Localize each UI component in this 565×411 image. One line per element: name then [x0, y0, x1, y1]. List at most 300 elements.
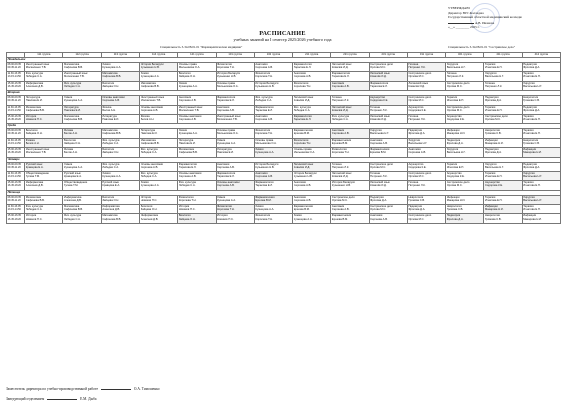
- schedule-cell: [139, 81, 177, 90]
- teacher-name: Москаленко Т.В.: [178, 108, 200, 112]
- subject-name: Сестринское дело: [370, 162, 394, 166]
- schedule-cell: [178, 171, 216, 180]
- subject-name: Хирургия: [523, 81, 535, 85]
- subject-name: Литература: [102, 114, 117, 118]
- teacher-name: Громова С.В.: [523, 141, 540, 145]
- schedule-cell: [101, 129, 139, 138]
- schedule-cell: [331, 195, 369, 204]
- schedule-cell: [446, 72, 484, 81]
- teacher-name: Сафонова В.В.: [25, 108, 45, 112]
- schedule-cell: [101, 162, 139, 171]
- table-row: [7, 214, 561, 223]
- subject-name: Физ. культура: [64, 214, 82, 218]
- schedule-cell: [63, 138, 101, 147]
- subject-name: Терапия: [523, 114, 534, 118]
- specialty-left: Специальность 3-34.08.01.01 "Фармацевтическая медицина": [160, 45, 243, 49]
- subject-name: Основы анатомии: [178, 114, 202, 118]
- teacher-name: Орлова М.С.: [408, 175, 425, 178]
- subject-name: Акушерство: [446, 114, 462, 118]
- schedule-cell: [63, 162, 101, 171]
- schedule-cell: [139, 105, 177, 114]
- schedule-cell: [63, 96, 101, 105]
- schedule-cell: [522, 81, 560, 90]
- teacher-name: Новиков П.С.: [140, 198, 158, 202]
- table-row: [7, 129, 561, 138]
- schedule-cell: [293, 214, 331, 223]
- day-label: Понедельник: [7, 58, 561, 63]
- teacher-name: Тарасова Е.Л.: [255, 108, 273, 112]
- subject-name: Хирургия: [523, 195, 535, 199]
- subject-name: Химия: [140, 72, 149, 76]
- schedule-cell: [446, 195, 484, 204]
- subject-name: Педиатрия: [523, 105, 537, 109]
- schedule-table: [6, 52, 561, 224]
- teacher-name: Сафонова В.В.: [178, 151, 198, 155]
- schedule-cell: [331, 105, 369, 114]
- schedule-cell: [293, 148, 331, 157]
- teacher-name: Васильева Н.Г.: [446, 151, 466, 155]
- group-header: 311 группа: [407, 53, 445, 58]
- subject-name: История: [217, 214, 228, 218]
- subject-name: Педиатрия: [408, 129, 422, 133]
- schedule-cell: [522, 205, 560, 214]
- teacher-name: Васильева Н.Г.: [408, 141, 428, 145]
- table-row: [7, 171, 561, 180]
- teacher-name: Сергеева А.В.: [102, 99, 120, 103]
- schedule-cell: [178, 63, 216, 72]
- teacher-name: Белов А.Н.: [140, 118, 155, 122]
- subject-name: Обществоведение: [64, 181, 88, 185]
- subject-name: Латинский язык: [293, 162, 314, 166]
- schedule-cell: [331, 205, 369, 214]
- subject-name: Терапия: [523, 181, 534, 185]
- teacher-name: Кравцова Е.А.: [64, 175, 82, 178]
- subject-name: Хирургия: [523, 171, 535, 175]
- teacher-name: Ковалёв И.Д.: [293, 165, 311, 169]
- schedule-cell: [369, 63, 407, 72]
- teacher-name: Королева Т.Н.: [255, 217, 273, 221]
- subject-name: История Беларуси: [331, 181, 355, 185]
- schedule-cell: [484, 138, 522, 147]
- schedule-cell: [178, 181, 216, 190]
- subject-name: Инфекции: [446, 195, 460, 199]
- schedule-cell: [216, 181, 254, 190]
- schedule-cell: [446, 205, 484, 214]
- teacher-name: Кузнецова А.А.: [102, 66, 122, 70]
- schedule-cell: [293, 96, 331, 105]
- teacher-name: Сидорова К.Е.: [484, 184, 503, 188]
- teacher-name: Орлова М.С.: [408, 217, 425, 221]
- subject-name: Анатомия: [331, 81, 345, 85]
- teacher-name: Гусева Т.М.: [64, 184, 79, 188]
- subject-name: История: [25, 214, 37, 218]
- teacher-name: Сергеева А.В.: [255, 118, 273, 122]
- subject-name: Биология: [64, 138, 76, 142]
- schedule-cell: [254, 171, 292, 180]
- schedule-cell: [407, 171, 445, 180]
- teacher-name: Зайцева О.Н.: [178, 75, 196, 79]
- schedule-cell: [25, 105, 63, 114]
- schedule-cell: [254, 81, 292, 90]
- schedule-cell: [407, 72, 445, 81]
- teacher-name: Сергеева А.В.: [140, 165, 159, 169]
- subject-name: Физ. культура: [102, 162, 120, 166]
- teacher-name: Орлова М.С.: [408, 99, 425, 103]
- schedule-cell: [484, 162, 522, 171]
- subject-name: Акушерство: [446, 171, 462, 175]
- schedule-cell: [254, 195, 292, 204]
- schedule-cell: [484, 129, 522, 138]
- teacher-name: Кузнецова А.А.: [178, 84, 198, 88]
- subject-name: Гигиена: [484, 81, 495, 85]
- schedule-cell: [178, 214, 216, 223]
- schedule-cell: [216, 63, 254, 72]
- subject-name: Физика: [64, 129, 74, 133]
- schedule-cell: [293, 171, 331, 180]
- teacher-name: Лебедев С.А.: [178, 184, 196, 188]
- teacher-name: Зайцева О.Н.: [64, 141, 81, 145]
- subject-name: Анатомия: [217, 105, 230, 109]
- teacher-name: Кузьменко Н.В.: [217, 75, 237, 79]
- subject-name: Физ. культура: [178, 181, 196, 185]
- subject-name: Химия: [178, 81, 187, 85]
- schedule-cell: [331, 162, 369, 171]
- subject-name: Терапия: [484, 63, 496, 66]
- teacher-name: Макарова Н.И.: [484, 208, 504, 212]
- subject-name: Химия: [140, 181, 149, 185]
- subject-name: Сестринское дело: [370, 63, 394, 66]
- schedule-cell: [407, 138, 445, 147]
- subject-name: Сестринское дело: [484, 114, 508, 118]
- subject-name: Сестринское дело: [408, 214, 432, 218]
- schedule-cell: [216, 138, 254, 147]
- schedule-cell: [178, 114, 216, 123]
- footer-deputy: [6, 386, 160, 391]
- schedule-cell: [484, 205, 522, 214]
- schedule-cell: [139, 162, 177, 171]
- schedule-cell: [369, 148, 407, 157]
- subject-name: Фармакология: [255, 105, 274, 109]
- schedule-cell: [254, 129, 292, 138]
- teacher-name: Петренко Л.К.: [370, 175, 388, 178]
- day-label: Вторник: [7, 91, 561, 96]
- subject-name: Биология: [102, 148, 115, 152]
- schedule-cell: [178, 205, 216, 214]
- teacher-name: Сергеева А.В.: [331, 132, 350, 136]
- schedule-cell: [484, 195, 522, 204]
- subject-name: Анатомия: [293, 195, 306, 199]
- teacher-name: Петренко Л.К.: [408, 118, 426, 122]
- subject-name: Основы анатомии: [178, 171, 202, 175]
- schedule-cell: [446, 129, 484, 138]
- time-slot: 15.00-16.35 16.45-18.20: [7, 81, 25, 90]
- subject-name: Физиология: [255, 214, 271, 218]
- teacher-name: Фролова Д.А.: [523, 66, 541, 70]
- schedule-cell: [331, 96, 369, 105]
- teacher-name: Васильева Н.Г.: [523, 84, 543, 88]
- schedule-grid: [6, 52, 561, 224]
- schedule-cell: [369, 214, 407, 223]
- group-header: 121 группа: [178, 53, 216, 58]
- subject-name: Анатомия: [331, 205, 345, 209]
- teacher-name: Тарасова Е.Л.: [255, 184, 273, 188]
- subject-name: Физика: [25, 138, 35, 142]
- schedule-cell: [63, 214, 101, 223]
- subject-name: Латинский язык: [370, 181, 390, 185]
- signature-line: [448, 20, 474, 24]
- group-header: 131 группа: [216, 53, 254, 58]
- teacher-name: Орлова М.С.: [446, 108, 463, 112]
- time-slot: 15.00-16.35 16.45-18.20: [7, 214, 25, 223]
- schedule-cell: [331, 129, 369, 138]
- teacher-name: Зайцева О.Н.: [102, 84, 120, 88]
- schedule-cell: [331, 138, 369, 147]
- teacher-name: Петренко Л.К.: [408, 184, 426, 188]
- subject-name: Химия: [178, 129, 187, 133]
- subject-name: Гигиена: [446, 72, 457, 76]
- schedule-cell: [25, 63, 63, 72]
- subject-name: Акушерство: [408, 162, 424, 166]
- teacher-name: Сидорова К.Е.: [446, 175, 465, 178]
- schedule-cell: [522, 214, 560, 223]
- schedule-cell: [331, 181, 369, 190]
- schedule-cell: [25, 148, 63, 157]
- schedule-cell: [101, 63, 139, 72]
- schedule-cell: [522, 195, 560, 204]
- teacher-name: Фролова Д.А.: [523, 165, 541, 169]
- subject-name: Неврология: [523, 138, 539, 142]
- schedule-cell: [522, 114, 560, 123]
- subject-name: Фармакогнозия: [293, 129, 313, 133]
- subject-name: Математика: [102, 72, 118, 76]
- schedule-cell: [101, 96, 139, 105]
- time-slot: 11.30-13.05 13.15-14.50: [7, 138, 25, 147]
- schedule-cell: [446, 105, 484, 114]
- subject-name: Физ. культура: [25, 72, 43, 76]
- teacher-name: Васильева Н.Г.: [523, 198, 543, 202]
- subject-name: Терапия: [484, 195, 496, 199]
- teacher-name: Алексеев Д.В.: [25, 184, 44, 188]
- schedule-cell: [293, 72, 331, 81]
- subject-name: Математика: [102, 129, 118, 133]
- subject-name: Хирургия: [484, 162, 497, 166]
- schedule-cell: [293, 138, 331, 147]
- teacher-name: Орлова М.С.: [446, 184, 463, 188]
- teacher-name: Сергеева А.В.: [293, 75, 312, 79]
- teacher-name: Фролова Д.А.: [408, 132, 426, 136]
- schedule-cell: [407, 181, 445, 190]
- schedule-cell: [63, 81, 101, 90]
- subject-name: Физиология: [217, 63, 232, 66]
- teacher-name: Кузнецова А.А.: [64, 99, 83, 103]
- teacher-name: Лебедев С.А.: [255, 99, 273, 103]
- teacher-name: Васильева Н.Г.: [523, 175, 543, 178]
- table-row: [7, 138, 561, 147]
- schedule-cell: [446, 171, 484, 180]
- schedule-cell: [216, 195, 254, 204]
- schedule-cell: [293, 195, 331, 204]
- schedule-cell: [369, 205, 407, 214]
- teacher-name: Кузнецова А.А.: [217, 198, 236, 202]
- teacher-name: Кузьменко Н.В.: [255, 84, 275, 88]
- schedule-cell: [484, 63, 522, 72]
- teacher-name: Мельникова О.А.: [217, 84, 239, 88]
- subject-name: Основы права: [217, 129, 235, 133]
- subject-name: Гигиена: [370, 105, 380, 109]
- teacher-name: Алексеев Д.В.: [102, 208, 120, 212]
- teacher-name: Павлова Е.И.: [178, 141, 196, 145]
- teacher-name: Сафонова В.В.: [140, 141, 160, 145]
- subject-name: Математика: [64, 205, 80, 209]
- subject-name: Химия: [64, 96, 73, 100]
- subject-name: Сестринское дело: [370, 205, 394, 209]
- schedule-cell: [446, 63, 484, 72]
- group-header: 112 группа: [63, 53, 101, 58]
- teacher-name: Петренко Л.К.: [446, 75, 465, 79]
- table-row: [7, 195, 561, 204]
- schedule-cell: [63, 105, 101, 114]
- teacher-name: Сергеева А.В.: [293, 184, 312, 188]
- teacher-name: Павлова Е.И.: [140, 132, 158, 136]
- teacher-name: Орлова М.С.: [446, 84, 463, 88]
- subject-name: Иностранный язык: [217, 114, 241, 118]
- group-header: 211 группа: [293, 53, 331, 58]
- subject-name: Неврология: [484, 214, 500, 218]
- subject-name: Сестринское дело: [408, 171, 432, 175]
- teacher-name: Кузнецова А.А.: [64, 165, 83, 169]
- schedule-cell: [369, 195, 407, 204]
- subject-name: История Беларуси: [255, 162, 279, 166]
- teacher-name: Ковалёв И.Д.: [370, 118, 387, 122]
- schedule-cell: [484, 72, 522, 81]
- subject-name: Латинский язык: [331, 171, 352, 175]
- subject-name: Анатомия: [178, 96, 192, 100]
- subject-name: Гигиена: [408, 181, 419, 185]
- table-row: [7, 114, 561, 123]
- subject-name: Неврология: [523, 96, 539, 100]
- schedule-cell: [369, 72, 407, 81]
- teacher-name: Сергеева А.В.: [293, 198, 312, 202]
- teacher-name: Фролова Д.А.: [523, 108, 541, 112]
- subject-name: Фармакогнозия: [255, 195, 275, 199]
- teacher-name: Орлова М.С.: [484, 118, 501, 122]
- schedule-cell: [101, 195, 139, 204]
- subject-name: Информатика: [64, 195, 82, 199]
- schedule-cell: [216, 114, 254, 123]
- teacher-name: Макарова Н.И.: [523, 217, 542, 221]
- teacher-name: Павлова Е.И.: [217, 151, 234, 155]
- subject-name: Латинский язык: [331, 105, 352, 109]
- teacher-name: Лебедев С.А.: [64, 84, 81, 88]
- teacher-name: Кузнецова А.А.: [178, 132, 198, 136]
- teacher-name: Фролова Д.А.: [370, 198, 387, 202]
- schedule-cell: [101, 214, 139, 223]
- schedule-cell: [446, 96, 484, 105]
- subject-name: Анатомия: [255, 63, 268, 66]
- teacher-name: Белов А.Н.: [25, 141, 40, 145]
- schedule-cell: [522, 148, 560, 157]
- subject-name: Анатомия: [370, 214, 383, 218]
- teacher-name: Кузьменко Н.В.: [255, 165, 275, 169]
- schedule-cell: [293, 162, 331, 171]
- subject-name: Физ. культура: [140, 171, 158, 175]
- teacher-name: Ершова В.М.: [331, 141, 349, 145]
- teacher-name: Москаленко Т.В.: [25, 151, 47, 155]
- subject-name: Инфекции: [523, 214, 537, 218]
- teacher-name: Кузьменко Н.В.: [331, 184, 351, 188]
- table-row: [7, 162, 561, 171]
- schedule-cell: [369, 105, 407, 114]
- teacher-name: Зайцева О.Н.: [102, 198, 120, 202]
- schedule-cell: [139, 205, 177, 214]
- schedule-cell: [331, 114, 369, 123]
- subject-name: Гигиена: [331, 162, 342, 166]
- subject-name: История Беларуси: [217, 72, 241, 76]
- schedule-cell: [63, 72, 101, 81]
- subject-name: Физиология: [217, 205, 232, 209]
- subject-name: Физиология: [255, 129, 271, 133]
- teacher-name: Сергеева А.В.: [217, 184, 235, 188]
- subject-name: Информатика: [25, 181, 44, 185]
- time-slot: 15.00-16.35 16.45-18.20: [7, 181, 25, 190]
- subject-name: Биология: [102, 81, 115, 85]
- teacher-name: Ковалёв И.Д.: [370, 184, 387, 188]
- subject-name: Латинский язык: [370, 72, 390, 76]
- subject-name: Сестринское дело: [446, 105, 470, 109]
- schedule-cell: [369, 96, 407, 105]
- schedule-cell: [254, 63, 292, 72]
- subject-name: Фармакология: [293, 63, 312, 66]
- teacher-name: Сергеева А.В.: [331, 84, 350, 88]
- subject-name: Основы права: [217, 81, 235, 85]
- schedule-cell: [331, 148, 369, 157]
- schedule-cell: [446, 148, 484, 157]
- subject-name: Терапия: [484, 171, 496, 175]
- teacher-name: Тарасова Е.Л.: [331, 75, 350, 79]
- table-row: [7, 72, 561, 81]
- teacher-name: Сергеева А.В.: [255, 66, 273, 70]
- subject-name: Фармакогнозия: [370, 148, 390, 152]
- schedule-cell: [369, 138, 407, 147]
- subject-name: Фармакология: [217, 171, 236, 175]
- teacher-name: Сергеева А.В.: [178, 118, 197, 122]
- teacher-name: Тарасова Е.Л.: [217, 175, 235, 178]
- teacher-name: Васильева Н.Г.: [484, 165, 504, 169]
- schedule-cell: [25, 171, 63, 180]
- subject-name: Русский язык: [25, 162, 43, 166]
- schedule-cell: [101, 171, 139, 180]
- schedule-cell: [101, 205, 139, 214]
- teacher-name: Москаленко Т.В.: [140, 99, 162, 103]
- teacher-name: Тарасова Е.Л.: [293, 66, 312, 70]
- subject-name: Инфекции: [484, 205, 498, 209]
- time-slot: 08.00-09.35 09.45-11.20: [7, 129, 25, 138]
- schedule-cell: [293, 129, 331, 138]
- subject-name: Физ. культура: [140, 148, 158, 152]
- teacher-name: Гусева Т.М.: [25, 175, 40, 178]
- subject-name: Биология: [178, 72, 191, 76]
- schedule-cell: [63, 148, 101, 157]
- schedule-cell: [331, 63, 369, 72]
- teacher-name: Зайцева О.Н.: [178, 217, 196, 221]
- teacher-name: Москаленко Т.В.: [64, 75, 85, 79]
- subject-name: Акушерство: [408, 105, 424, 109]
- schedule-cell: [407, 148, 445, 157]
- schedule-cell: [25, 181, 63, 190]
- teacher-name: Королева Т.Н.: [217, 66, 235, 70]
- subject-name: Терапия: [446, 96, 458, 100]
- group-header: 113 группа: [101, 53, 139, 58]
